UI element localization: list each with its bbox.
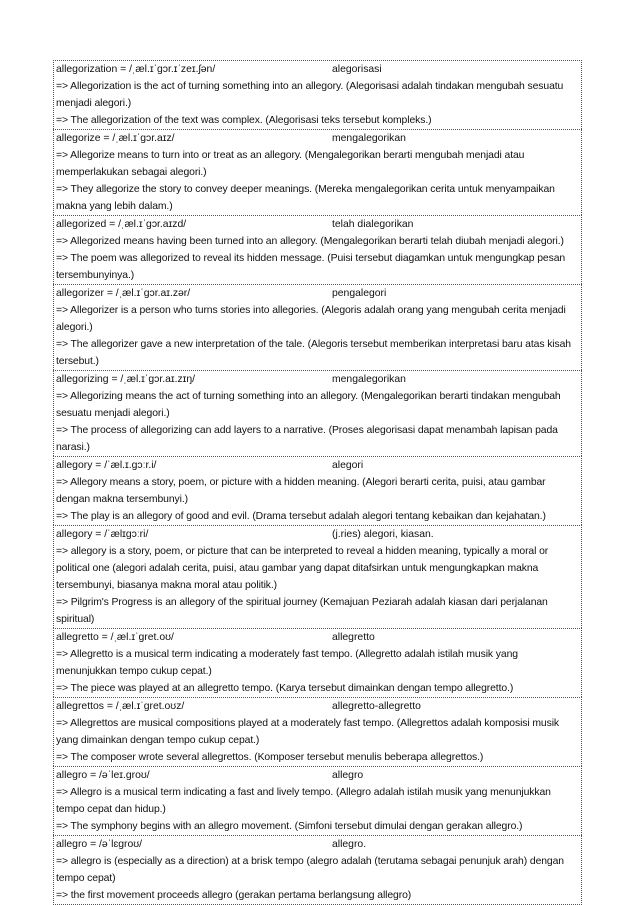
dictionary-entry <box>53 284 582 370</box>
entry-definition: => Allegorize means to turn into or treat as an allegory. (Mengalegorikan berarti mengubah menjadi atau memperlakukan sebagai alegori.) <box>56 150 525 178</box>
entry-header <box>56 767 579 784</box>
entry-example: => The process of allegorizing can add layers to a narrative. (Proses alegorisasi dapat menambah lapisan pada narasi.) <box>56 425 558 453</box>
entry-example: => The symphony begins with an allegro movement. (Simfoni tersebut dimulai dengan gerakan allegro.) <box>56 821 523 832</box>
dictionary-entry <box>53 215 582 284</box>
entry-translation: telah dialegorikan <box>332 219 414 230</box>
entry-definition: => Allegorizing means the act of turning something into an allegory. (Mengalegorikan berarti tindakan mengubah sesuatu menjadi alegori.) <box>56 391 561 419</box>
entry-definition: => Allegorizer is a person who turns stories into allegories. (Alegoris adalah orang yang mengubah cerita menjadi alegori.) <box>56 305 566 333</box>
entry-definition: => Allegrettos are musical compositions played at a moderately fast tempo. (Allegrettos adalah komposisi musik yang dimainkan dengan tempo cukup cepat.) <box>56 718 560 746</box>
entry-definition: => allegro is (especially as a direction) at a brisk tempo (alegro adalah (terutama sebagai penunjuk arah) dengan tempo cepat) <box>56 856 564 884</box>
entry-example: => The poem was allegorized to reveal its hidden message. (Puisi tersebut diagamkan untuk mengungkap pesan tersembunyinya.) <box>56 253 566 281</box>
entry-translation: alegori <box>332 460 364 471</box>
entry-headword: allegro = /əˈleɪ.ɡroʊ/ <box>56 770 150 781</box>
entry-translation: mengalegorikan <box>332 374 406 385</box>
entry-translation: allegretto <box>332 632 375 643</box>
entry-translation: pengalegori <box>332 288 387 299</box>
entry-header <box>56 371 579 388</box>
dictionary-entry <box>53 525 582 628</box>
entry-header <box>56 457 579 474</box>
dictionary-entry <box>53 370 582 456</box>
entry-headword: allegro = /əˈlɛɡroʊ/ <box>56 839 143 850</box>
entry-header <box>56 130 579 147</box>
entry-translation: (j.ries) alegori, kiasan. <box>332 529 434 540</box>
dictionary-entry <box>53 835 582 905</box>
entry-headword: allegorized = /ˌæl.ɪˈɡɔr.aɪzd/ <box>56 219 187 230</box>
entry-example: => The composer wrote several allegrettos. (Komposer tersebut menulis beberapa allegrettos.) <box>56 752 484 763</box>
dictionary-entry <box>53 60 582 129</box>
dictionary-entry <box>53 129 582 215</box>
entry-translation: mengalegorikan <box>332 133 406 144</box>
entry-example: => The piece was played at an allegretto tempo. (Karya tersebut dimainkan dengan tempo allegretto.) <box>56 683 514 694</box>
entry-header <box>56 526 579 543</box>
entry-translation: alegorisasi <box>332 64 382 75</box>
entry-headword: allegorize = /ˌæl.ɪˈɡɔr.aɪz/ <box>56 133 175 144</box>
entry-header <box>56 629 579 646</box>
entry-headword: allegory = /ˈæl.ɪ.ɡɔːr.i/ <box>56 460 157 471</box>
entry-definition: => Allegorization is the act of turning something into an allegory. (Alegorisasi adalah tindakan mengubah sesuatu menjadi alegori.) <box>56 81 564 109</box>
entry-definition: => Allegretto is a musical term indicating a moderately fast tempo. (Allegretto adalah istilah musik yang menunjukkan tempo cukup cepat.) <box>56 649 518 677</box>
entry-definition: => allegory is a story, poem, or picture that can be interpreted to reveal a hidden meaning, typically a moral or political one (alegori adalah cerita, puisi, atau gambar yang dapat ditafsirkan untuk mengungkapkan makna tersembunyi, biasanya makna moral atau politik.) <box>56 546 549 591</box>
entry-example: => Pilgrim's Progress is an allegory of the spiritual journey (Kemajuan Peziarah adalah kiasan dari perjalanan spiritual) <box>56 597 548 625</box>
entry-header <box>56 698 579 715</box>
dictionary-entry <box>53 766 582 835</box>
entry-example: => The allegorization of the text was complex. (Alegorisasi teks tersebut kompleks.) <box>56 115 432 126</box>
entry-example: => the first movement proceeds allegro (gerakan pertama berlangsung allegro) <box>56 890 412 901</box>
entry-example: => They allegorize the story to convey deeper meanings. (Mereka mengalegorikan cerita untuk menyampaikan makna yang lebih dalam.) <box>56 184 555 212</box>
entry-definition: => Allegory means a story, poem, or picture with a hidden meaning. (Alegori berarti cerita, puisi, atau gambar dengan makna tersembunyi.) <box>56 477 546 505</box>
dictionary-entry <box>53 456 582 525</box>
dictionary-entry <box>53 697 582 766</box>
entry-headword: allegorizer = /ˌæl.ɪˈɡɔr.aɪ.zər/ <box>56 288 191 299</box>
entry-definition: => Allegro is a musical term indicating a fast and lively tempo. (Allegro adalah istilah musik yang menunjukkan tempo cepat dan hidup.) <box>56 787 551 815</box>
entry-headword: allegretto = /ˌæl.ɪˈɡret.oʊ/ <box>56 632 174 643</box>
entry-headword: allegrettos = /ˌæl.ɪˈɡret.oʊz/ <box>56 701 185 712</box>
entry-translation: allegretto-allegretto <box>332 701 421 712</box>
entry-example: => The allegorizer gave a new interpretation of the tale. (Alegoris tersebut memberikan interpretasi baru atas kisah tersebut.) <box>56 339 571 367</box>
entry-example: => The play is an allegory of good and evil. (Drama tersebut adalah alegori tentang kebaikan dan kejahatan.) <box>56 511 546 522</box>
entry-header <box>56 61 579 78</box>
entry-header <box>56 216 579 233</box>
entry-header <box>56 285 579 302</box>
dictionary-page <box>53 60 582 905</box>
dictionary-entry <box>53 628 582 697</box>
entry-headword: allegorizing = /ˌæl.ɪˈɡɔr.aɪ.zɪŋ/ <box>56 374 196 385</box>
entry-definition: => Allegorized means having been turned into an allegory. (Mengalegorikan berarti telah diubah menjadi alegori.) <box>56 236 564 247</box>
entry-translation: allegro <box>332 770 364 781</box>
entry-translation: allegro. <box>332 839 367 850</box>
entry-header <box>56 836 579 853</box>
entry-headword: allegory = /ˈælɪɡɔːri/ <box>56 529 149 540</box>
entry-headword: allegorization = /ˌæl.ɪˈɡɔr.ɪˈzeɪ.ʃən/ <box>56 64 216 75</box>
